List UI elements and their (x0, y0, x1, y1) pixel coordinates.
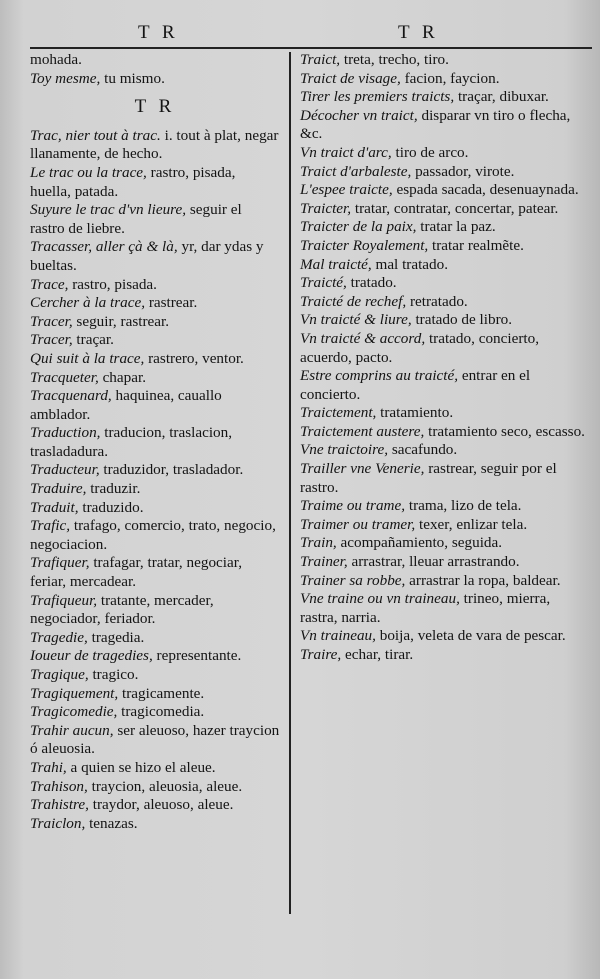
entry-headword: Traicté de rechef, (300, 292, 407, 310)
dictionary-entry (300, 367, 590, 404)
entry-headword: Tracqueter, (30, 368, 99, 386)
dictionary-entry (30, 51, 280, 70)
entry-headword: Trac, nier tout à trac. (30, 126, 161, 144)
dictionary-entry (30, 294, 280, 313)
entry-definition: tenazas. (85, 814, 138, 832)
dictionary-entry (300, 144, 590, 163)
entry-headword: Traime ou trame, (300, 497, 406, 515)
dictionary-entry (300, 572, 590, 591)
entry-headword: Tragique, (30, 666, 89, 683)
entry-definition: trama, lizo de tela. (405, 497, 522, 515)
dictionary-entry (30, 517, 280, 554)
entry-headword: Tragicomedie, (30, 703, 118, 721)
entry-definition: ser aleuoso, hazer traycion ó aleuosia. (30, 721, 280, 758)
right-column (300, 51, 590, 665)
entry-definition: arrastrar la ropa, baldear. (405, 571, 561, 589)
entry-definition: tratamiento. (376, 404, 454, 422)
dictionary-entry (30, 647, 280, 666)
header-rule (30, 47, 592, 49)
entry-definition: haquinea, cauallo amblador. (30, 387, 222, 423)
dictionary-entry (300, 590, 590, 627)
dictionary-entry (300, 460, 590, 497)
dictionary-entry (30, 238, 280, 275)
entry-headword: Vn traict d'arc, (300, 143, 392, 161)
entry-definition: tratamiento seco, escasso. (424, 422, 585, 440)
dictionary-entry (300, 330, 590, 367)
entry-headword: Traire, (300, 646, 342, 663)
entry-definition: traduzido. (78, 498, 144, 516)
entry-definition: seguir el rastro de liebre. (30, 201, 242, 237)
dictionary-entry (30, 424, 280, 461)
entry-headword: Tracquenard, (30, 387, 112, 405)
left-top-entries (30, 51, 280, 88)
entry-headword: Trafiqueur, (30, 591, 98, 609)
right-entries (300, 51, 590, 665)
entry-headword: Trahi, (30, 758, 67, 776)
entry-definition: tratar realmẽte. (428, 236, 524, 254)
entry-definition: traçar. (72, 331, 114, 349)
entry-definition: a quien se hizo el aleue. (66, 758, 216, 776)
dictionary-entry (30, 703, 280, 722)
entry-definition: tratado. (346, 274, 397, 292)
section-title: T R (134, 96, 176, 118)
entry-headword: Traictement, (300, 404, 377, 422)
entry-definition: retratado. (406, 292, 468, 310)
entry-definition: rastro, pisada, huella, patada. (30, 163, 236, 200)
entry-headword: Toy mesme, (30, 69, 101, 87)
entry-headword: Trahistre, (30, 796, 89, 814)
dictionary-entry (30, 815, 280, 834)
dictionary-entry (30, 201, 280, 238)
dictionary-entry (300, 516, 590, 535)
entry-definition: texer, enlizar tela. (415, 515, 528, 533)
entry-headword: L'espee traicte, (300, 181, 393, 199)
dictionary-entry (30, 350, 280, 369)
dictionary-entry (300, 627, 590, 646)
entry-definition: seguir, rastrear. (72, 312, 170, 330)
dictionary-entry (30, 127, 280, 164)
entry-definition: tragicomedia. (117, 703, 205, 721)
entry-headword: Tragedie, (30, 628, 88, 646)
entry-definition: passador, virote. (411, 162, 515, 180)
dictionary-entry (30, 722, 280, 759)
entry-headword: Tracer, (30, 331, 73, 349)
entry-definition: sacafundo. (388, 441, 458, 459)
entry-definition: trineo, mierra, rastra, narria. (300, 590, 551, 626)
entry-headword: Trafiquer, (30, 554, 90, 572)
dictionary-entry (300, 70, 590, 89)
dictionary-entry (300, 404, 590, 423)
entry-headword: Vn traicté & liure, (300, 311, 412, 329)
entry-definition: tratado, concierto, acuerdo, pacto. (300, 329, 539, 366)
dictionary-entry (30, 164, 280, 201)
entry-headword: Tirer les premiers traicts, (300, 88, 455, 106)
entry-definition: boija, veleta de vara de pescar. (375, 627, 566, 645)
entry-headword: Cercher à la trace, (30, 294, 146, 312)
entry-definition: tu mismo. (100, 69, 165, 87)
entry-definition: traçar, dibuxar. (454, 88, 549, 106)
dictionary-entry (300, 51, 590, 70)
entry-headword: Trainer, (300, 553, 348, 571)
entry-headword: Traicter, (300, 199, 352, 217)
entry-headword: Trafic, (30, 517, 71, 535)
dictionary-entry (30, 778, 280, 797)
entry-definition: rastro, pisada. (68, 275, 157, 293)
entry-headword: Traict de visage, (300, 69, 401, 87)
entry-headword: Traduction, (30, 424, 101, 442)
entry-definition: tratar, contratar, concertar, patear. (351, 199, 559, 217)
dictionary-entry (300, 423, 590, 442)
entry-headword: Mal traicté, (300, 255, 372, 273)
running-head-right: T R (398, 22, 439, 43)
dictionary-entry (300, 646, 590, 665)
dictionary-entry (300, 311, 590, 330)
dictionary-entry (300, 237, 590, 256)
dictionary-entry (300, 88, 590, 107)
entry-headword: Vne traine ou vn traineau, (300, 590, 460, 608)
entry-definition: rastrear. (145, 294, 198, 312)
dictionary-entry (300, 256, 590, 275)
dictionary-entry (300, 218, 590, 237)
dictionary-entry (30, 759, 280, 778)
entry-definition: treta, trecho, tiro. (340, 51, 449, 68)
entry-headword: Traicté, (300, 274, 347, 292)
dictionary-entry (30, 499, 280, 518)
entry-definition: tratante, mercader, negociador, feriador. (30, 591, 214, 628)
entry-definition: trafagar, tratar, negociar, feriar, mercadear. (30, 554, 242, 591)
entry-headword: Traduire, (30, 480, 87, 498)
entry-headword: Vn traicté & accord, (300, 329, 426, 347)
entry-headword: Trailler vne Venerie, (300, 460, 425, 478)
dictionary-entry (300, 200, 590, 219)
entry-definition: rastrero, ventor. (144, 349, 244, 367)
entry-headword: Traiclon, (30, 814, 86, 832)
dictionary-entry (30, 313, 280, 332)
dictionary-entry (300, 181, 590, 200)
dictionary-entry (300, 163, 590, 182)
entry-definition: traycion, aleuosia, aleue. (87, 777, 243, 795)
entry-definition: tragico. (88, 666, 139, 683)
entry-definition: tratar la paz. (416, 218, 496, 236)
dictionary-entry (300, 534, 590, 553)
entry-definition: traduzir. (86, 480, 141, 498)
dictionary-entry (30, 70, 280, 89)
dictionary-entry (30, 461, 280, 480)
running-head-left: T R (138, 22, 179, 43)
dictionary-entry (30, 480, 280, 499)
entry-definition: traydor, aleuoso, aleue. (88, 796, 234, 814)
entry-definition: tratado de libro. (411, 311, 513, 329)
dictionary-entry (30, 796, 280, 815)
entry-headword: Estre comprins au traicté, (300, 367, 459, 385)
entry-headword: Qui suit à la trace, (30, 349, 145, 367)
entry-headword: Train, (300, 534, 337, 552)
entry-headword: Ioueur de tragedies, (30, 647, 153, 665)
entry-definition: i. tout à plat, negar llanamente, de hecho. (30, 126, 279, 163)
dictionary-entry (300, 274, 590, 293)
entry-definition: traducion, traslacion, trasladadura. (30, 424, 233, 460)
entry-headword: Trahison, (30, 777, 88, 795)
entry-headword: Traictement austere, (300, 422, 425, 440)
entry-definition: entrar en el concierto. (300, 367, 531, 403)
entry-definition: arrastrar, lleuar arrastrando. (347, 553, 520, 571)
left-entries (30, 127, 280, 834)
entry-definition: mohada. (30, 51, 82, 68)
entry-definition: representante. (152, 647, 242, 665)
entry-headword: Tragiquement, (30, 684, 119, 702)
entry-definition: tiro de arco. (391, 143, 469, 161)
entry-headword: Traicter Royalement, (300, 236, 429, 254)
entry-definition: traduzidor, trasladador. (99, 461, 244, 479)
entry-definition: acompañamiento, seguida. (336, 534, 503, 552)
entry-headword: Tracasser, aller çà & là, (30, 238, 178, 256)
entry-headword: Vn traineau, (300, 627, 376, 645)
column-divider (289, 52, 291, 914)
entry-headword: Trahir aucun, (30, 721, 114, 739)
dictionary-entry (300, 107, 590, 144)
entry-definition: espada sacada, desenuaynada. (392, 181, 579, 199)
entry-definition: echar, tirar. (341, 646, 414, 663)
entry-headword: Traducteur, (30, 461, 100, 479)
dictionary-entry (300, 441, 590, 460)
dictionary-entry (300, 293, 590, 312)
dictionary-entry (300, 553, 590, 572)
dictionary-entry (30, 331, 280, 350)
dictionary-entry (300, 497, 590, 516)
left-column (30, 51, 280, 833)
entry-headword: Suyure le trac d'vn lieure, (30, 201, 187, 219)
entry-definition: facion, faycion. (400, 69, 500, 87)
entry-headword: Le trac ou la trace, (30, 163, 147, 181)
dictionary-entry (30, 629, 280, 648)
entry-headword: Vne traictoire, (300, 441, 389, 459)
entry-definition: mal tratado. (371, 255, 449, 273)
entry-headword: Trace, (30, 275, 69, 293)
dictionary-entry (30, 592, 280, 629)
dictionary-entry (30, 554, 280, 591)
entry-headword: Tracer, (30, 312, 73, 330)
dictionary-entry (30, 685, 280, 704)
entry-headword: Décocher vn traict, (300, 106, 418, 124)
entry-definition: chapar. (98, 368, 146, 386)
entry-definition: tragicamente. (118, 684, 205, 702)
dictionary-entry (30, 369, 280, 388)
dictionary-entry (30, 276, 280, 295)
dictionary-entry (30, 666, 280, 685)
entry-headword: Traimer ou tramer, (300, 515, 416, 533)
dictionary-entry (30, 387, 280, 424)
entry-headword: Traicter de la paix, (300, 218, 417, 236)
entry-definition: tragedia. (87, 628, 145, 646)
entry-headword: Traict d'arbaleste, (300, 162, 412, 180)
entry-headword: Traduit, (30, 498, 79, 516)
entry-definition: rastrear, seguir por el rastro. (300, 460, 557, 496)
entry-definition: yr, dar ydas y bueltas. (30, 238, 264, 274)
entry-headword: Traict, (300, 51, 341, 68)
entry-definition: trafago, comercio, trato, negocio, negociacion. (30, 517, 276, 553)
entry-definition: disparar vn tiro o flecha, &c. (300, 106, 571, 143)
entry-headword: Trainer sa robbe, (300, 571, 406, 589)
